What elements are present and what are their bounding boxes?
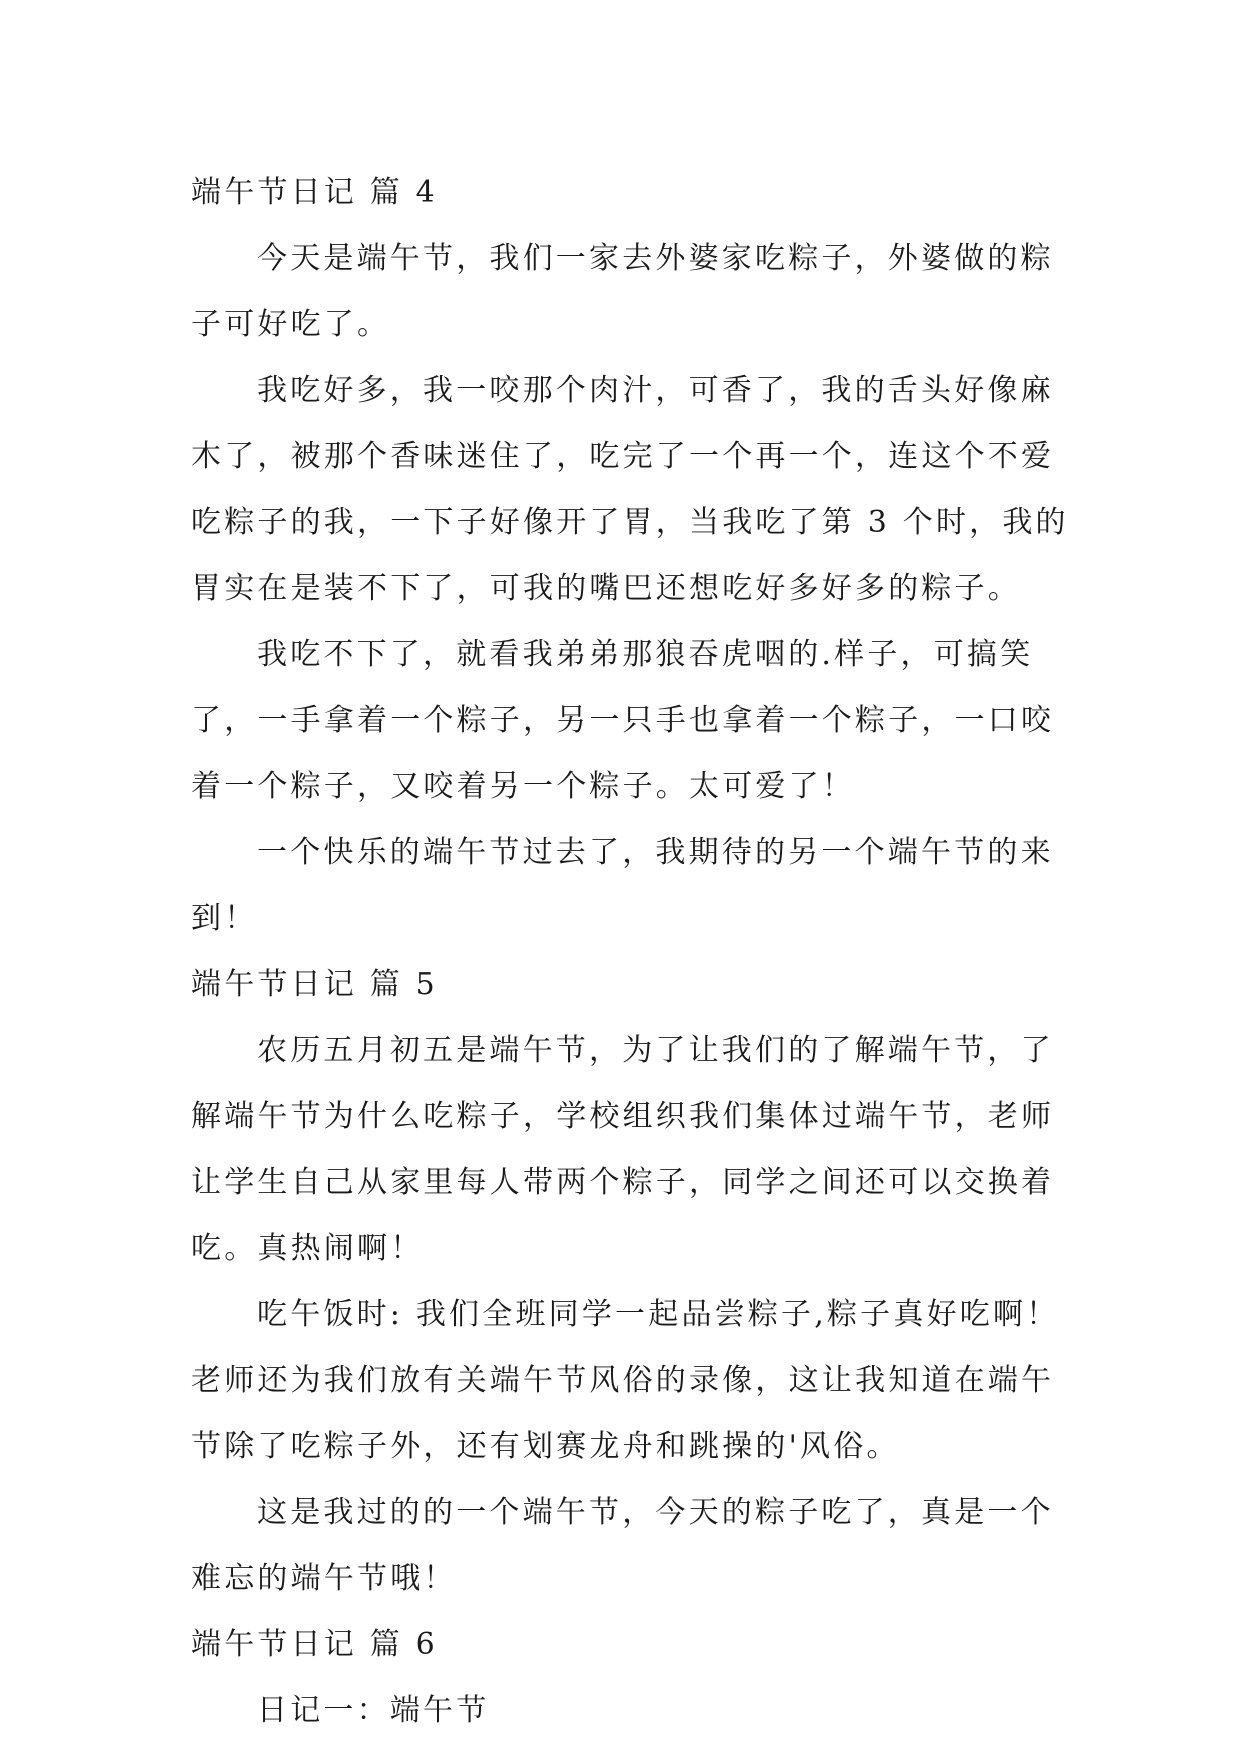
paragraph-line: 解端午节为什么吃粽子，学校组织我们集体过端午节，老师 <box>191 1099 1055 1134</box>
paragraph-line: 老师还为我们放有关端午节风俗的录像，这让我知道在端午 <box>191 1363 1055 1398</box>
paragraph-line: 了，一手拿着一个粽子，另一只手也拿着一个粽子，一口咬 <box>191 703 1055 738</box>
paragraph-line: 让学生自己从家里每人带两个粽子，同学之间还可以交换着 <box>191 1165 1055 1200</box>
paragraph-line: 一个快乐的端午节过去了，我期待的另一个端午节的来 <box>257 835 1054 870</box>
paragraph-line: 我吃不下了，就看我弟弟那狼吞虎咽的.样子，可搞笑 <box>257 637 1034 672</box>
paragraph-line: 吃粽子的我，一下子好像开了胃，当我吃了第 3 个时，我的 <box>191 505 1069 540</box>
paragraph-line: 木了，被那个香味迷住了，吃完了一个再一个，连这个不爱 <box>191 439 1055 474</box>
paragraph-line: 今天是端午节，我们一家去外婆家吃粽子，外婆做的粽 <box>257 241 1054 276</box>
paragraph-line: 我吃好多，我一咬那个肉汁，可香了，我的舌头好像麻 <box>257 373 1054 408</box>
paragraph-line: 到！ <box>191 901 258 936</box>
section-heading: 端午节日记 篇 5 <box>191 967 438 1002</box>
paragraph-line: 这是我过的的一个端午节，今天的粽子吃了，真是一个 <box>257 1495 1054 1530</box>
paragraph-line: 胃实在是装不下了，可我的嘴巴还想吃好多好多的粽子。 <box>191 571 1021 606</box>
paragraph-line: 吃午饭时: 我们全班同学一起品尝粽子,粽子真好吃啊！ <box>257 1297 1060 1332</box>
paragraph-line: 着一个粽子，又咬着另一个粽子。太可爱了！ <box>191 769 855 804</box>
section-heading: 端午节日记 篇 6 <box>191 1627 438 1662</box>
paragraph-line: 日记一：端午节 <box>257 1693 490 1728</box>
paragraph-line: 农历五月初五是端午节，为了让我们的了解端午节，了 <box>257 1033 1054 1068</box>
paragraph-line: 难忘的端午节哦！ <box>191 1561 457 1596</box>
section-heading: 端午节日记 篇 4 <box>191 175 438 210</box>
paragraph-line: 子可好吃了。 <box>191 307 391 342</box>
document-page <box>191 160 1069 1744</box>
paragraph-line: 节除了吃粽子外，还有划赛龙舟和跳操的'风俗。 <box>191 1429 900 1464</box>
paragraph-line: 吃。真热闹啊！ <box>191 1231 424 1266</box>
